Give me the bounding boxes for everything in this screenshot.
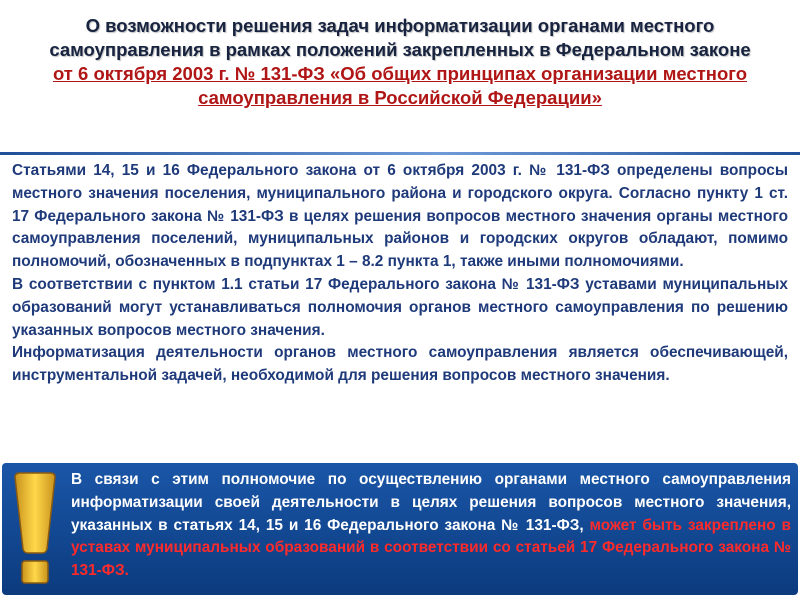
header <box>20 14 780 110</box>
paragraph-3: Информатизация деятельности органов местного самоуправления является обеспечивающей, инструментальной задачей, необходимой для решения вопросов местного значения. <box>12 344 788 385</box>
page-title: О возможности решения задач информатизации органами местного самоуправления в рамках положений закрепленных в Федеральном законе <box>49 15 751 60</box>
paragraph-2: В соответствии с пунктом 1.1 статьи 17 Федерального закона № 131-ФЗ уставами муниципальных образований могут устанавливаться полномочия органов местного самоуправления по решению указанных вопросов местного значения. <box>12 275 788 339</box>
header-divider <box>0 152 800 155</box>
notice-text-highlight: может быть закреплено в уставах муниципальных образований в соответствии со статьей 17 Федерального закона № 131-ФЗ. <box>71 516 792 580</box>
notice-text-part1: В связи с этим полномочие по осуществлению органами местного самоуправления информатизации своей деятельности в целях решения вопросов местного значения, указанных в статьях 14, 15 и 16 Федерального закона № 131-ФЗ, <box>71 471 791 534</box>
subtitle-text: от 6 октября 2003 г. № 131-ФЗ «Об общих принципах организации местного самоуправления в Российской Федерации» <box>52 63 748 108</box>
notice-box <box>2 463 798 595</box>
notice-text <box>71 469 791 583</box>
exclamation-icon <box>12 471 58 587</box>
main-text <box>12 160 788 388</box>
paragraph-1: Статьями 14, 15 и 16 Федерального закона от 6 октября 2003 г. № 131-ФЗ определены вопросы местного значения поселения, муниципального района и городского округа. Согласно пункту 1 ст. 17 Федерального закона № 131-ФЗ в целях решения вопросов местного значения органы местного самоуправления поселений, муниципальных районов и городских округов обладают, помимо полномочий, обозначенных в подпунктах 1 – 8.2 пункта 1, также иными полномочиями. <box>12 162 788 271</box>
page-subtitle <box>20 62 780 110</box>
